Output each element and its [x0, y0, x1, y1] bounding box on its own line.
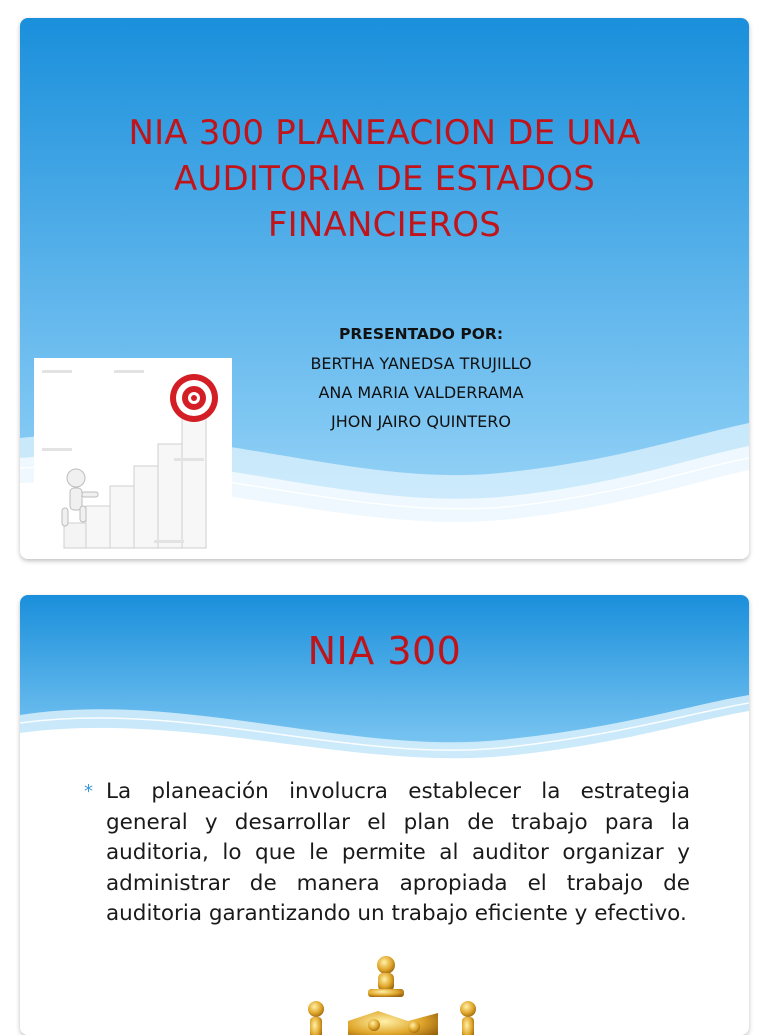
presenter-name: JHON JAIRO QUINTERO — [331, 412, 511, 431]
slide-nia300 — [20, 595, 749, 1035]
bullet-item — [84, 777, 690, 930]
bullet-marker: * — [84, 781, 93, 802]
stairs-target-image — [34, 358, 232, 558]
target-icon — [170, 374, 218, 422]
presenter-name: BERTHA YANEDSA TRUJILLO — [310, 354, 532, 373]
presenters-block — [236, 320, 606, 436]
slide-title-text: NIA 300 — [307, 629, 462, 673]
gold-figures-icon — [278, 951, 508, 1035]
slide-title-text: NIA 300 PLANEACION DE UNA AUDITORIA DE ESTADOS FINANCIEROS — [128, 113, 641, 245]
bullet-text: La planeación involucra establecer la estrategia general y desarrollar el plan de trabajo para la auditoria, lo que le permite al auditor organizar y administrar de manera apropiada el trabajo de auditoria garantizando un trabajo eficiente y efectivo. — [106, 779, 690, 926]
slide-title — [20, 18, 749, 559]
presenter-name: ANA MARIA VALDERRAMA — [318, 383, 524, 402]
presenters-heading: PRESENTADO POR: — [338, 325, 504, 343]
